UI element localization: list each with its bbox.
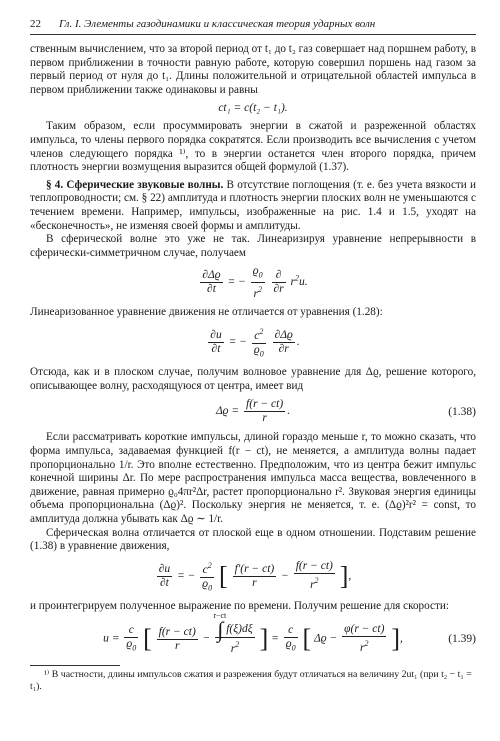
equation-number-1-38: (1.38) — [448, 405, 476, 418]
paragraph-6: Отсюда, как и в плоском случае, получим волновое уравнение для Δϱ, решение которого, описывающее волну, расходящуюся от центра, имеет вид — [30, 366, 476, 392]
page — [30, 18, 476, 693]
footnote — [30, 669, 476, 693]
equation-motion-substituted: $\frac{\partial u}{\partial t}$ = − $\frac{c^2}{ϱ_0}$ [ $\frac{f'(r - ct)}{r}$ − $\frac{f(r - ct)}{r^2}$ ], — [158, 560, 352, 592]
equation-ct1: ct₁ = c(t₂ − t₁). — [218, 102, 288, 115]
equation-1-39: u = $\frac{c}{ϱ_0}$ [ $\frac{f(r - ct)}{r}$ − ∫ r−ct f(ξ)dξ $r^2$ ] = $\frac{c}{ϱ_0}$ [ Δϱ − $\frac{\varphi(r - ct)}{r^2}$ ], (1.39) — [103, 611, 476, 655]
paragraph-8: Сферическая волна отличается от плоской еще в одном отношении. Подставим решение (1.38) в уравнение движения, — [30, 526, 476, 553]
paragraph-3: В отсутствие поглощения (т. е. без учета вязкости и теплопроводности; см. § 22) амплитуда и плотность энергии плоских волн не уменьшаются с течением времени. Например, импульсы, изображенные на рис. 1.4 и 1.5, уходят на «бесконечность», не изменяя своей формы и амплитуды. — [30, 178, 476, 232]
section-title: § 4. Сферические звуковые волны. — [46, 178, 224, 191]
equation-1-38: Δϱ = $\frac{f(r - ct)}{r}$ . (1.38) — [215, 398, 476, 425]
equation-number-1-39: (1.39) — [448, 633, 476, 646]
footnote-text: ¹⁾ В частности, длины импульсов сжатия и разрежения будут отличаться на величину 2ut₁ (при t₂ − t₁ = t₁). — [30, 669, 472, 693]
footnote-divider — [30, 665, 120, 666]
page-number: 22 — [30, 18, 41, 30]
paragraph-7: Если рассматривать короткие импульсы, длиной гораздо меньше r, то можно сказать, что форма импульса, задаваемая функцией f(r − ct), не меняется, а амплитуда волны падает пропорционально 1/r. Это вполне естественно. Предположим, что из центра бежит импульс конечной ширины Δr. По мере распространения импульса масса вещества, вовлеченного в движение, равная примерно ϱ₀4πr²Δr, растет пропорционально r². Звуковая энергия единицы объема пропорциональна (Δϱ)². Поскольку энергия не меняется, т. е. (Δϱ)²r² = const, то амплитуда должна убывать как Δϱ ∼ 1/r. — [30, 431, 476, 525]
equation-motion: $\frac{\partial u}{\partial t}$ = − $\frac{c^2}{ϱ_0}$ $\frac{\partial\Delta ϱ}{\partial r}$ . — [210, 327, 300, 359]
paragraph-5: Линеаризованное уравнение движения не отличается от уравнения (1.28): — [30, 306, 383, 319]
paragraph-1: ственным вычислением, что за второй период от t₁ до t₂ газ совершает над поршнем работу, в первом приближении в точности равную работе, которую совершил поршень над газом за первый период от нуля до t₁. Длины положительной и отрицательной областей импульса в первом приближении также одинаковы и равны — [30, 43, 476, 96]
equation-continuity: $\frac{\partial\Delta ϱ}{\partial t}$ = − $\frac{ϱ_0}{r^2}$ $\frac{\partial}{\partial r}$ $r^2u$. — [202, 265, 308, 300]
paragraph-9: и проинтегрируем полученное выражение по времени. Получим решение для скорости: — [30, 599, 449, 612]
section-paragraph — [30, 179, 476, 233]
running-header — [30, 18, 476, 35]
running-title: Гл. I. Элементы газодинамики и классическая теория ударных волн — [59, 18, 376, 30]
paragraph-4: В сферической волне это уже не так. Линеаризируя уравнение непрерывности в сферически-симметричном случае, получаем — [30, 233, 476, 259]
paragraph-2: Таким образом, если просуммировать энергии в сжатой и разреженной областях импульса, то члены первого порядка сократятся. Если производить все вычисления с учетом членов следующего порядка ¹⁾, то в энергии останется член второго порядка, причем плотность энергии возмущения выразится общей формулой (1.37). — [30, 120, 476, 174]
